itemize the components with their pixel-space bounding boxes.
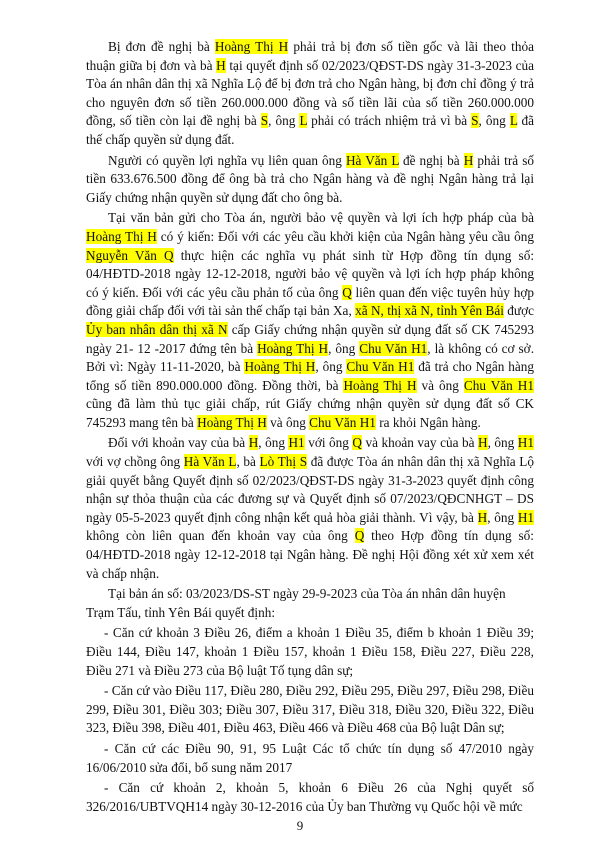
highlighted-name: Nguyễn Văn Q [86,247,174,263]
highlighted-name: S [471,113,479,129]
highlighted-name: Hoàng Thị H [343,377,417,393]
text-segment: với ông [304,435,353,451]
highlighted-name: L [299,113,308,129]
highlighted-name: Q [352,435,362,451]
text-segment: phải trả số tiền 633.676.500 đồng để ông bà trả cho Ngân hàng và đề nghị Ngân hàng trả lại Giấy chứng nhận quyền sử dụng đất cho ông bà. [86,152,534,205]
text-segment: phải trả bị đơn số tiền gốc và lãi theo thỏa thuận giữa bị đơn và bà [86,39,534,73]
highlighted-name: H1 [288,435,305,451]
highlighted-name: Hoàng Thị H [197,414,267,430]
highlighted-name: Hà Văn L [183,454,237,470]
text-segment: , là không có cơ sở. Bởi vì: Ngày 11-11-2020, bà [86,340,535,375]
highlighted-name: Hà Văn L [345,152,399,168]
paragraph-first-instance-judgment [86,585,534,622]
list-item-legal-basis [86,779,534,816]
highlighted-name: Q [342,284,352,300]
highlighted-name: H [248,435,259,451]
text-segment: và khoản vay của bà [362,435,478,451]
highlighted-name: Hoàng Thị H [257,340,329,356]
highlighted-name: Chu Văn H1 [309,414,376,430]
text-segment: theo Hợp đồng tín dụng số: 04/HĐTD-2018 ngày 12-12-2018 tại Ngân hàng. Đề nghị Hội đồng xét xử xem xét và chấp nhận. [86,528,534,581]
paragraph-defendant-request [86,38,534,150]
text-segment: Bị đơn đề nghị bà [108,39,215,54]
text-segment: Tại bản án số: 03/2023/DS-ST ngày 29-9-2023 của Tòa án nhân dân huyện Trạm Tấu, tỉnh Yên Bái quyết định: [86,586,506,620]
text-segment: thực hiện các nghĩa vụ phát sinh từ Hợp đồng tín dụng số: 04/HĐTD-2018 ngày 12-12-2018, người bảo vệ quyền và lợi ích hợp pháp không có ý kiến. Đối với các yêu cầu phản tố của ông [86,247,534,300]
text-segment: Đối với khoản vay của bà [108,435,249,451]
highlighted-name: Hoàng Thị H [214,39,289,54]
text-segment: không còn liên quan đến khoản vay của ông [86,528,355,544]
text-segment: , ông [487,509,518,525]
text-segment: , ông [478,113,510,129]
text-segment: - Căn cứ vào Điều 117, Điều 280, Điều 292, Điều 295, Điều 297, Điều 298, Điều 299, Điều 301, Điều 303; Điều 307, Điều 317, Điều 318, Điều 320, Điều 322, Điều 323, Điều 398, Điều 401, Điều 463, Điều 466 và Điều 468 của Bộ luật Dân sự; [86,683,534,736]
text-segment: , ông [258,435,289,451]
text-segment: , ông [487,435,518,451]
highlighted-name: H [216,57,226,73]
text-segment: đề nghị bà [398,152,464,168]
paragraph-legal-representative-opinion [86,209,534,432]
highlighted-name: Chu Văn H1 [359,340,428,356]
text-segment: - Căn cứ khoản 3 Điều 26, điểm a khoản 1 Điều 35, điểm b khoản 1 Điều 39; Điều 144, Điều 147, khoản 1 Điều 157, khoản 1 Điều 158, Điều 227, Điều 228, Điều 271 và Điều 273 của Bộ luật Tố tụng dân sự; [86,625,534,678]
text-segment: cũng đã làm thủ tục giải chấp, rút Giấy chứng nhận quyền sử dụng đất số CK 745293 mang tên bà [86,396,534,430]
highlighted-name: L [509,113,518,129]
highlighted-name: H [463,152,474,168]
text-segment: và ông [416,377,464,393]
text-segment: - Căn cứ các Điều 90, 91, 95 Luật Các tổ chức tín dụng số 47/2010 ngày 16/06/2010 sửa đổi, bổ sung năm 2017 [86,740,534,775]
highlighted-name: xã N, thị xã N, tỉnh Yên Bái [355,303,504,319]
highlighted-name: H [477,509,488,525]
highlighted-name: Hoàng Thị H [86,228,157,244]
page-number: 9 [296,818,304,833]
text-segment: với vợ chồng ông [86,454,184,470]
text-segment: - Căn cứ khoản 2, khoản 5, khoản 6 Điều 26 của Nghị quyết số 326/2016/UBTVQH14 ngày 30-12-2016 của Ủy ban Thường vụ Quốc hội về mức [86,780,534,814]
highlighted-name: Chu Văn H1 [346,359,415,375]
highlighted-name: H1 [517,509,535,525]
highlighted-name: Lò Thị S [259,454,308,470]
list-item-legal-basis [86,682,534,738]
text-segment: đã trả cho Ngân hàng tổng số tiền 890.000.000 đồng. Đồng thời, bà [86,359,534,393]
text-segment: Người có quyền lợi nghĩa vụ liên quan ông [108,152,346,168]
text-segment: , bà [236,454,260,470]
paragraph-related-party-request [86,152,534,208]
text-segment: tại quyết định số 02/2023/QĐST-DS ngày 31-3-2023 của Tòa án nhân dân thị xã Nghĩa Lộ để bị đơn trả cho Ngân hàng, bị đơn chỉ đồng ý trả cho nguyên đơn số tiền 260.000.000 đồng và số tiền lãi của số tiền 260.000.000 đồng, số tiền còn lại đề nghị bà [86,57,534,129]
highlighted-name: S [260,113,269,129]
highlighted-name: Ủy ban nhân dân thị xã N [86,321,228,337]
list-item-legal-basis [86,624,534,680]
text-segment: được [503,303,535,319]
highlighted-name: Hoàng Thị H [244,359,316,375]
text-segment: , ông [268,113,300,129]
text-segment: liên quan đến việc tuyên hủy hợp đồng giải chấp đối với tài sản thế chấp tại bản Xa, [86,284,534,319]
text-segment: , ông [328,340,360,356]
highlighted-name: Q [354,528,365,544]
highlighted-name: H1 [517,435,534,451]
text-segment: cấp Giấy chứng nhận quyền sử dụng đất số CK 745293 ngày 21- 12 -2017 đứng tên bà [86,321,534,356]
list-item-legal-basis [86,740,534,777]
text-segment: phải có trách nhiệm trả vì bà [307,113,472,129]
highlighted-name: H [478,435,488,451]
text-segment: có ý kiến: Đối với các yêu cầu khởi kiện của Ngân hàng yêu cầu ông [156,228,534,244]
text-segment: và ông [266,414,310,430]
document-body [86,38,534,818]
text-segment: đã được Tòa án nhân dân thị xã Nghĩa Lộ giải quyết bằng Quyết định số 02/2023/QĐST-DS ngày 31-3-2023 quyết định công nhận sự thỏa thuận của các đương sự và Quyết định số 07/2023/QĐCNHGT – DS ngày 05-5-2023 quyết định công nhận kết quả hòa giải thành. Vì vậy, bà [86,454,535,525]
text-segment: Tại văn bản gửi cho Tòa án, người bảo vệ quyền và lợi ích hợp pháp của bà [108,210,534,226]
text-segment: ra khỏi Ngân hàng. [375,414,481,430]
text-segment: , ông [315,359,347,375]
highlighted-name: Chu Văn H1 [463,377,534,393]
paragraph-loan-settlement [86,434,534,583]
text-segment: đã thế chấp quyền sử dụng đất. [86,113,535,147]
